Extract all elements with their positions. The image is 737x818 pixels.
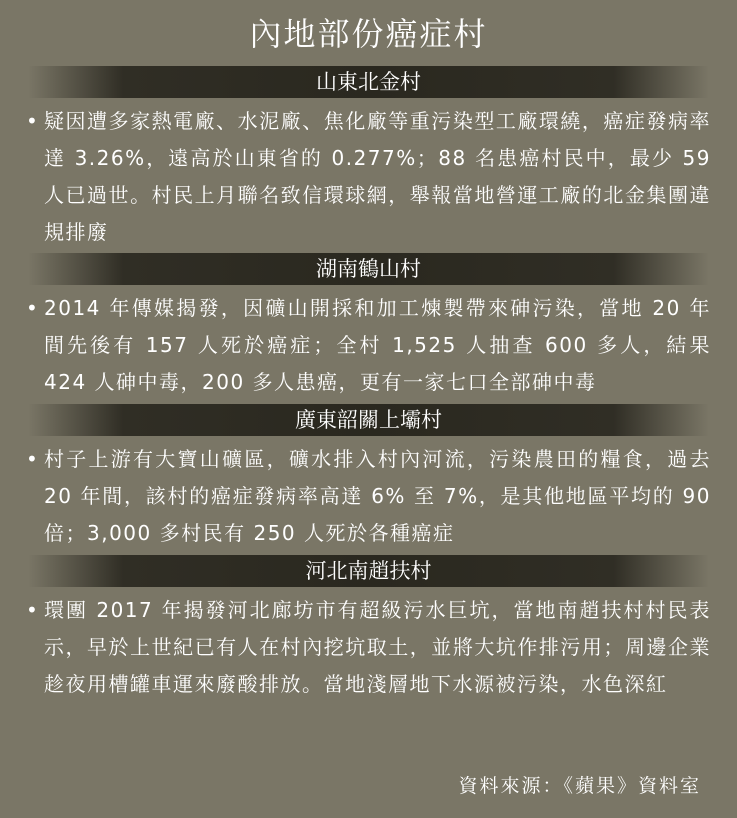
- bullet-icon: •: [26, 447, 40, 471]
- section-body-shangba: [22, 441, 715, 551]
- section-text-nanzhaofu: 環團 2017 年揭發河北廊坊市有超級污水巨坑，當地南趙扶村村民表示，早於上世紀已有人在村內挖坑取土，並將大坑作排污用；周邊企業趁夜用槽罐車運來廢酸排放。當地淺層地下水源被污染，水色深紅: [44, 598, 711, 696]
- section-body-heshan: [22, 290, 715, 400]
- section-body-beijin: [22, 103, 715, 249]
- page-title: 內地部份癌症村: [249, 15, 488, 53]
- section-text-heshan: 2014 年傳媒揭發，因礦山開採和加工煉製帶來砷污染，當地 20 年間先後有 157 人死於癌症；全村 1,525 人抽查 600 多人，結果 424 人砷中毒，200 多人患癌，更有一家七口全部砷中毒: [44, 296, 711, 394]
- section-text-shangba: 村子上游有大寶山礦區，礦水排入村內河流，污染農田的糧食，過去 20 年間，該村的癌症發病率高達 6% 至 7%，是其他地區平均的 90 倍；3,000 多村民有 250 人死於各種癌症: [44, 447, 711, 545]
- section-text-beijin: 疑因遭多家熱電廠、水泥廠、焦化廠等重污染型工廠環繞，癌症發病率達 3.26%，遠高於山東省的 0.277%；88 名患癌村民中，最少 59 人已過世。村民上月聯名致信環球網，舉報當地營運工廠的北金集團違規排廢: [44, 109, 711, 244]
- section-heading-heshan: 湖南鶴山村: [28, 253, 709, 285]
- bullet-icon: •: [26, 109, 40, 133]
- bullet-icon: •: [26, 296, 40, 320]
- section-heading-nanzhaofu: 河北南趙扶村: [28, 555, 709, 587]
- bullet-icon: •: [26, 598, 40, 622]
- source-credit: 資料來源：《蘋果》資料室: [458, 775, 701, 797]
- section-heading-beijin: 山東北金村: [28, 66, 709, 98]
- section-body-nanzhaofu: [22, 592, 715, 738]
- section-heading-shangba: 廣東韶關上壩村: [28, 404, 709, 436]
